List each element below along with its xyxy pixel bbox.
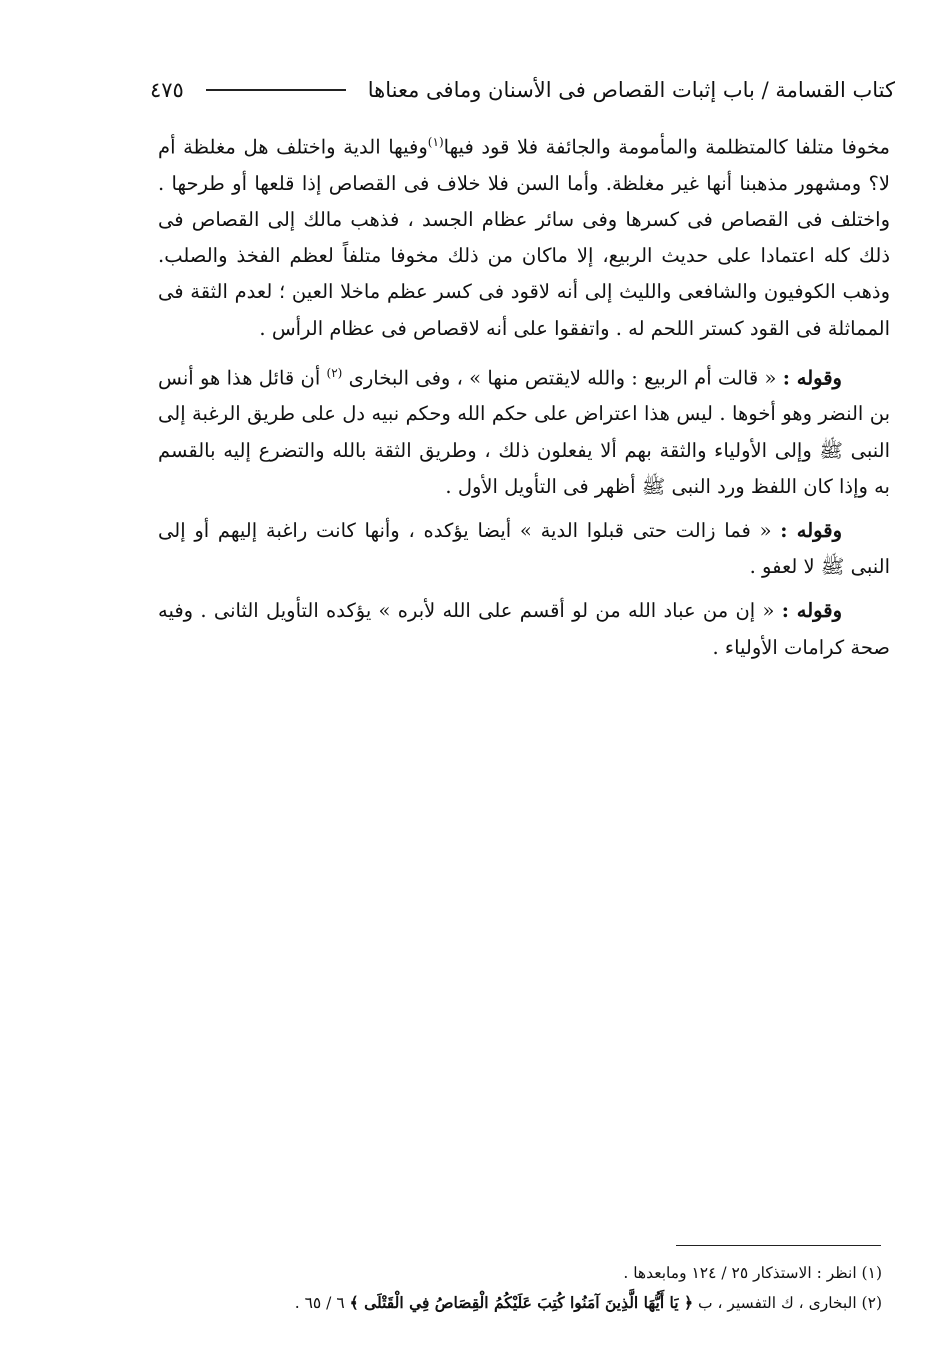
footnote-reference[interactable]: (١) [427,135,444,149]
footnote-separator [676,1245,881,1246]
paragraph-4 [158,593,890,665]
footnote-reference[interactable]: (٢) [326,365,343,380]
footnote-text: (٢) البخارى ، ك التفسير ، ب [697,1294,882,1312]
quran-verse: ﴿ يَا أَيُّهَا الَّذِينَ آمَنُوا كُتِبَ عَلَيْكُمُ الْقِصَاصُ فِي الْقَتْلَى ﴾ [349,1293,694,1312]
body-text [158,124,890,674]
page-number: ٤٧٥ [150,78,184,102]
paragraph-text: أن قائل هذا هو أنس بن النضر وهو أخوها . ليس هذا اعتراض على حكم الله وحكم نبيه دل على طريق الرغبة إلى النبى ﷺ وإلى الأولياء والثقة بهم ألا يفعلون ذلك ، وطريق الثقة بالله والتضرع إليه بالقسم به وإذا كان اللفظ ورد النبى ﷺ أظهر فى التأويل الأول . [158,366,890,498]
paragraph-1 [158,124,890,347]
paragraph-lead: وقوله : [781,599,842,623]
page-header [150,70,895,110]
footnote-2 [250,1288,882,1318]
footnote-1 [250,1258,882,1288]
paragraph-lead: وقوله : [782,366,842,390]
footnote-text: ٦ / ٦٥ . [294,1294,345,1312]
running-title: كتاب القسامة / باب إثبات القصاص فى الأسنان ومافى معناها [367,78,895,102]
paragraph-text: وفيها الدية واختلف هل مغلظة أم لا؟ ومشهور مذهبنا أنها غير مغلظة. وأما السن فلا خلاف فى القصاص إذا قلعها أو طرحها . واختلف فى القصاص فى كسرها وفى سائر عظام الجسد ، فذهب مالك إلى القصاص فى ذلك كله اعتمادا على حديث الربيع، إلا ماكان من ذلك مخوفا متلفاً لعظم الفخذ والصلب. وذهب الكوفيون والشافعى والليث إلى أنه لاقود فى كسر عظم ماخلا العين ؛ لعدم الثقة فى المماثلة فى القود كستر اللحم له . واتفقوا على أنه لاقصاص فى عظام الرأس . [158,135,890,340]
paragraph-text: « إن من عباد الله من لو أقسم على الله لأبره » يؤكده التأويل الثانى . وفيه صحة كرامات الأولياء . [158,599,890,659]
footnotes [250,1258,882,1318]
paragraph-2 [158,355,890,505]
footnote-text: (١) انظر : الاستذكار ٢٥ / ١٢٤ ومابعدها . [623,1264,882,1282]
paragraph-3 [158,513,890,585]
paragraph-lead: وقوله : [780,519,842,543]
header-rule [206,89,346,91]
paragraph-text: « قالت أم الربيع : والله لايقتص منها » ، وفى البخارى [348,366,777,390]
paragraph-text: مخوفا متلفا كالمتظلمة والمأمومة والجائفة فلا قود فيها [443,135,890,159]
paragraph-text: « فما زالت حتى قبلوا الدية » أيضا يؤكده ، وأنها كانت راغبة إليهم أو إلى النبى ﷺ لا لعفو . [158,519,890,579]
